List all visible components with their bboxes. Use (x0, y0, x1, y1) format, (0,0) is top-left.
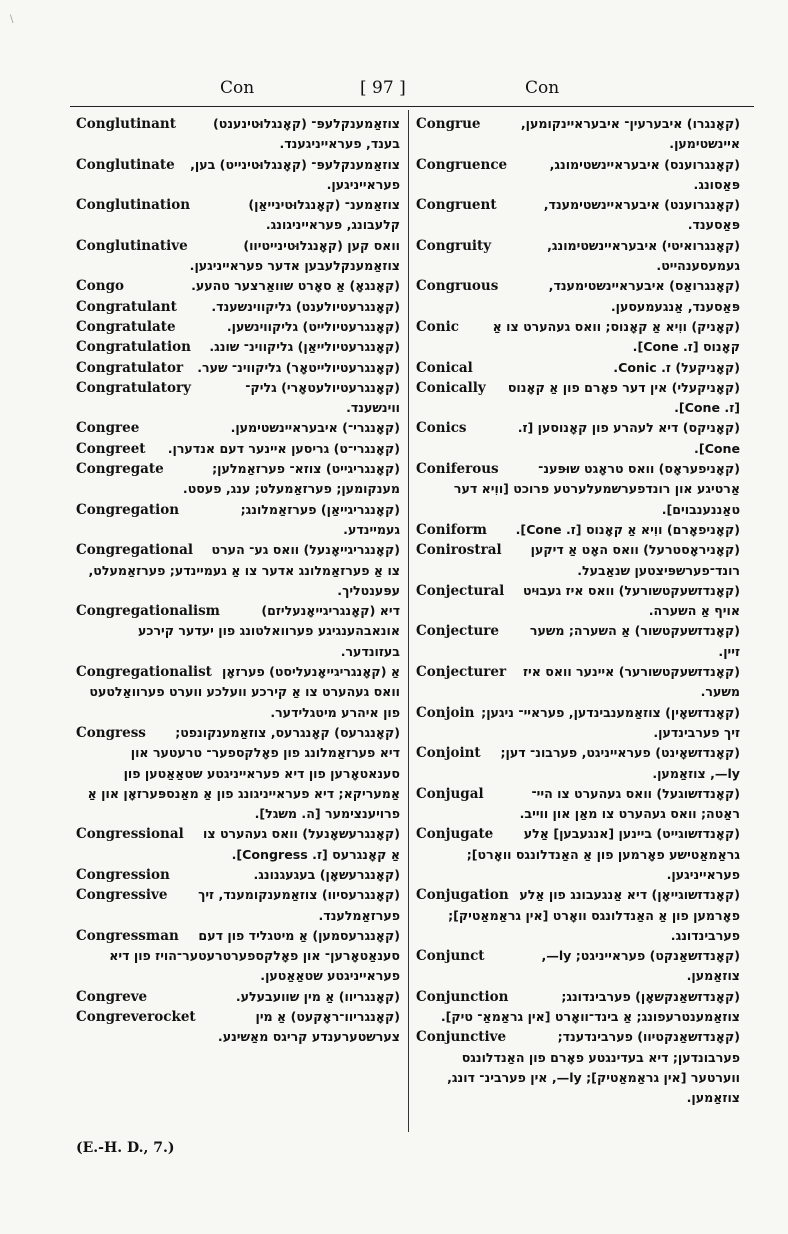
dictionary-entry (412, 236, 742, 277)
headword: Coniferous (416, 461, 499, 478)
dictionary-entry (72, 418, 402, 438)
headword: Congressive (76, 887, 168, 904)
definition: (קאָנגרעשאָנעל) וואס געהערט צו אַ קאָנגרעס [ז. Congress]. (203, 826, 400, 862)
definition: (קאָנדזשעקטשורעל) וואס איז געבוּיט אויף אַ השערה. (522, 582, 740, 619)
dictionary-entry (72, 317, 402, 337)
headword: Conjoint (416, 745, 481, 762)
headword: Coniform (416, 521, 487, 538)
definition: (קאָנדזשאַנקשאָן) פערבינדונג; צוזאַמענטרעפונג; אַ בינד־וואָרט [אין גראַמאַ־ טיק]. (440, 988, 740, 1025)
headword: Congratulator (76, 359, 184, 376)
signature-mark: (E.-H. D., 7.) (76, 1140, 175, 1156)
definition: (קאָנגרעטיולעטאָרי) גליק־ ווינשענד. (245, 379, 400, 416)
definition: (קאָנגרוענס) איבעראיינשטימונג, פּאַסונג. (549, 156, 740, 192)
definition: (קאָנגרו) איבערעין־ איבעראיינקומען, איינשטימען. (520, 116, 740, 152)
headword: Congreet (76, 440, 146, 457)
headword: Conglutination (76, 197, 191, 214)
headword: Conically (416, 379, 486, 396)
headword: Conics (416, 420, 467, 437)
dictionary-entry (72, 824, 402, 865)
headword: Congratulatory (76, 379, 191, 396)
headword: Conjectural (416, 582, 505, 599)
headword: Conjugal (416, 785, 484, 802)
headword: Congressman (76, 927, 179, 944)
headword: Conjunct (416, 948, 485, 965)
headword: Congo (76, 278, 125, 295)
headword: Congruent (416, 197, 497, 214)
dictionary-entry (412, 946, 742, 987)
dictionary-entry (412, 418, 742, 459)
definition: (קאָנדזשאָין) צוזאַמענבינדען, פעראיי־ ניגען; זיך פערבינדען. (481, 704, 740, 740)
definition: (קאָניקעל) ז. Conic. (613, 359, 740, 375)
dictionary-entry (412, 824, 742, 885)
definition: (קאָנגריגייאָנעל) וואס גע־ הערט צו אַ פערזאַמלונג אדער צו אַ געמיינדע; פערזאַמעלט, עפּענטליך. (88, 542, 400, 598)
definition: (קאָנדזשאַנקט) פעראייניגט; ly—, צוזאַמען. (541, 948, 740, 984)
dictionary-entry (72, 195, 402, 236)
headword: Conirostral (416, 542, 502, 559)
dictionary-entry (412, 459, 742, 520)
headword: Congregation (76, 501, 180, 518)
dictionary-entry (412, 195, 742, 236)
definition: (קאָניקס) דיא לעהרע פון קאָנוסען [ז. Cone]. (517, 420, 740, 456)
dictionary-entry (412, 987, 742, 1028)
dictionary-entry (412, 885, 742, 946)
dictionary-entry (412, 520, 742, 540)
headword: Congregate (76, 461, 164, 478)
headword: Congruence (416, 156, 508, 173)
definition: (קאָנדזשוגייאָן) דיא אַנגעבונג פון אַלע פאָרמען פון אַ האַנדלונגס וואָרט [אין גראַמאַטיק]; פערבינדונג. (448, 887, 740, 943)
header-right-guide-word: Con (525, 78, 560, 98)
headword: Congree (76, 420, 140, 437)
definition: (קאָניפעראָס) וואס טראָגט שוּפּענ־ אַרטיגע און רונדפערשמעלערטע פרוכט [ווִיא דער טאַננענבוים]. (453, 461, 740, 517)
dictionary-entry (72, 662, 402, 723)
headword: Conjoin (416, 704, 475, 721)
dictionary-entry (412, 1027, 742, 1108)
page-mark: \ (10, 14, 14, 25)
definition: (קאָניק) ווִיא אַ קאָנוס; וואס געהערט צו אַ קאָנוס [ז. Cone]. (492, 318, 740, 355)
dictionary-entry (412, 784, 742, 825)
definition: (קאָנגאָ) אַ סאָרט שוואַרצער טהעע. (191, 278, 400, 294)
headword: Congreve (76, 988, 148, 1005)
headword: Conic (416, 318, 459, 335)
dictionary-entry (412, 743, 742, 784)
headword: Congrue (416, 116, 481, 132)
dictionary-entry (72, 500, 402, 541)
definition: (קאָנגרעטיולייט) גליקווינשען. (226, 318, 400, 334)
headword: Conglutinant (76, 116, 176, 132)
definition: (קאָנגרעסמען) אַ מיטגליד פון דעם סענאַטאָרען־ און פאָלקספערטרעטער־הויז פון דיא פעראייניגטע שטאַאַטען. (109, 927, 400, 984)
dictionary-entry (72, 987, 402, 1007)
definition: צוזאַמענ־ (קאָנגלוּטינייאַן) קלעבונג, פעראייניגונג. (248, 197, 400, 233)
dictionary-entry (72, 540, 402, 601)
header-rule (70, 106, 754, 107)
definition: דיא (קאָנגריגייאָנעליזם) אונאבהענגיגע פערוואלטונג פון יעדער קירכע בעזונדער. (137, 603, 400, 659)
headword: Congregationalism (76, 603, 220, 620)
definition: צוזאַמענקלעפּ־ (קאָנגלוּטינייט) בען, פעראייניגען. (190, 156, 400, 192)
dictionary-entry (72, 926, 402, 987)
definition: (קאָניפאָרם) ווִיא אַ קאָנוס [ז. Cone]. (515, 521, 740, 537)
definition: (קאָניקעלי) אין דער פאָרם פון אַ קאָנוס [ז. Cone]. (507, 379, 740, 416)
dictionary-entry (72, 114, 402, 155)
dictionary-entry (412, 276, 742, 317)
dictionary-entry (72, 378, 402, 419)
dictionary-entry (412, 358, 742, 378)
headword: Congreverocket (76, 1009, 196, 1026)
dictionary-entry (72, 358, 402, 378)
definition: אַ (קאָנגריגייאָנעליסט) פערזאָן וואס געהערט צו אַ קירכע וועלכע ווערט פערוואַלטעט פון איהרע מיטגלידער. (89, 664, 400, 720)
definition: (קאָנגרואַס) איבעראיינשטימענד, פּאַסענד, אַנגעמעסען. (548, 278, 740, 314)
column-divider (408, 110, 409, 1132)
definition: (קאָנגרעס) קאָנגרעס, צוזאַמענקונפט; דיא פערזאַמלונג פון פאָלקספער־ טרעטער און סענאטאָרען פון דיא פעראייניגטע שטאַאַטען פון אַמעריקא; דיא פעראייניגונג פון אַ מאַנספּערזאָן און אַ פרויענצימער [ה. משגל]. (87, 724, 400, 822)
definition: (קאָנגריוו־ראָקעט) אַ מין צערשטערענדע קריגס מאַשינע. (217, 1009, 400, 1045)
headword: Conjugation (416, 887, 509, 904)
headword: Conjugate (416, 826, 494, 843)
definition: (קאָנדזשוגעל) וואס געהערט צו היי־ ראַטה; וואס געהערט צו מאַן און ווייב. (519, 785, 740, 822)
headword: Congress (76, 724, 146, 741)
definition: (קאָנגרי־) איבעראיינשטימען. (230, 420, 400, 436)
definition: (קאָנגרעטיולענט) גליקווינשענד. (211, 298, 400, 314)
definition: (קאָנגריגייאַן) פערזאַמלונג; געמיינדע. (240, 501, 400, 537)
dictionary-entry (412, 581, 742, 622)
dictionary-entry (72, 885, 402, 926)
dictionary-entry (412, 662, 742, 703)
headword: Conglutinate (76, 156, 175, 173)
dictionary-entry (72, 1007, 402, 1048)
dictionary-entry (412, 155, 742, 196)
definition: (קאָנדזשאַנקטיוו) פערבינדענד; פערבונדען; דיא בעדינגטע פאָרם פון האַנדלונגס ווערטער [אין גראַמאַטיק]; ly—, אין פערבינ־ דונג, צוזאַמען. (447, 1029, 740, 1106)
headword: Congratulate (76, 318, 176, 335)
headword: Conical (416, 359, 473, 376)
headword: Congregationalist (76, 664, 212, 681)
definition: (קאָנגרעטיולייטאָר) גליקווינ־ שער. (197, 359, 400, 375)
header-left-guide-word: Con (220, 78, 255, 98)
dictionary-entry (412, 703, 742, 744)
definition: (קאָנגריגייט) צוזא־ פערזאַמלען; מענקומען; פערזאַמעלט; ענג, פעסט. (182, 461, 400, 497)
dictionary-entry (72, 337, 402, 357)
headword: Congregational (76, 542, 193, 559)
definition: (קאָנגריוו) אַ מין שוועבעלע. (235, 988, 400, 1004)
dictionary-entry (72, 723, 402, 824)
definition: צוזאַמענקלעפּ־ (קאָנגלוּטינענט) בענד, פעראייניגענד. (213, 116, 400, 152)
dictionary-entry (72, 601, 402, 662)
headword: Congression (76, 866, 170, 883)
dictionary-entry (72, 459, 402, 500)
definition: (קאָנגרעשאָן) בעגעגנונג. (253, 866, 400, 882)
headword: Conjecturer (416, 664, 507, 681)
headword: Congruous (416, 278, 499, 295)
page-number: [ 97 ] (360, 78, 406, 98)
dictionary-entry (412, 317, 742, 358)
dictionary-entry (412, 378, 742, 419)
dictionary-entry (72, 439, 402, 459)
definition: (קאָנגרוענט) איבעראיינשטימענד, פּאַסענד. (543, 197, 740, 233)
dictionary-entry (72, 155, 402, 196)
dictionary-entry (412, 540, 742, 581)
definition: (קאָנדזשעקטשור) אַ השערה; משער זיין. (529, 623, 740, 659)
definition: (קאָניראָסטרעל) וואס האָט אַ דיקען רונד־פערשפּיצטען שנאַבעל. (530, 542, 740, 578)
headword: Congruity (416, 237, 492, 254)
definition: (קאָנגרעסיוו) צוזאַמענקומענד, זיך פערזאַמלענד. (198, 887, 400, 923)
page-header (70, 78, 750, 102)
dictionary-entry (72, 865, 402, 885)
dictionary-entry (72, 276, 402, 296)
definition: (קאָנגרעטיולייאַן) גליקווינ־ שונג. (209, 339, 400, 355)
dictionary-entry (412, 621, 742, 662)
headword: Congratulant (76, 298, 177, 315)
dictionary-entry (412, 114, 742, 155)
headword: Conjecture (416, 623, 500, 640)
left-column (72, 114, 402, 1048)
dictionary-entry (72, 297, 402, 317)
headword: Conjunctive (416, 1029, 507, 1046)
definition: (קאָנגרואיטי) איבעראיינשטימונג, געמעסענהייט. (547, 237, 740, 274)
headword: Congressional (76, 826, 184, 843)
definition: וואס קען (קאָנגלוּטינייטיוו) צוזאַמענקלעבען אדער פעראייניגען. (189, 237, 400, 274)
headword: Congratulation (76, 339, 191, 356)
headword: Conjunction (416, 988, 509, 1005)
definition: (קאָנדזשוגייט) ביינען [אנגעבען] אַלע גראַמאַטישע פאָרמען פון אַ האַנדלונגס וואָרט]; פעראייניגען. (466, 826, 740, 882)
headword: Conglutinative (76, 237, 188, 254)
definition: (קאָנדזשעקטשורער) איינער וואס איז משער. (522, 664, 740, 700)
definition: (קאָנגרי־ט) גריסען איינער דעם אנדערן. (167, 440, 400, 456)
right-column (412, 114, 742, 1109)
definition: (קאָנדזשאָינט) פעראייניגט, פערבונ־ דען; ly—, צוזאַמען. (500, 745, 740, 781)
dictionary-entry (72, 236, 402, 277)
